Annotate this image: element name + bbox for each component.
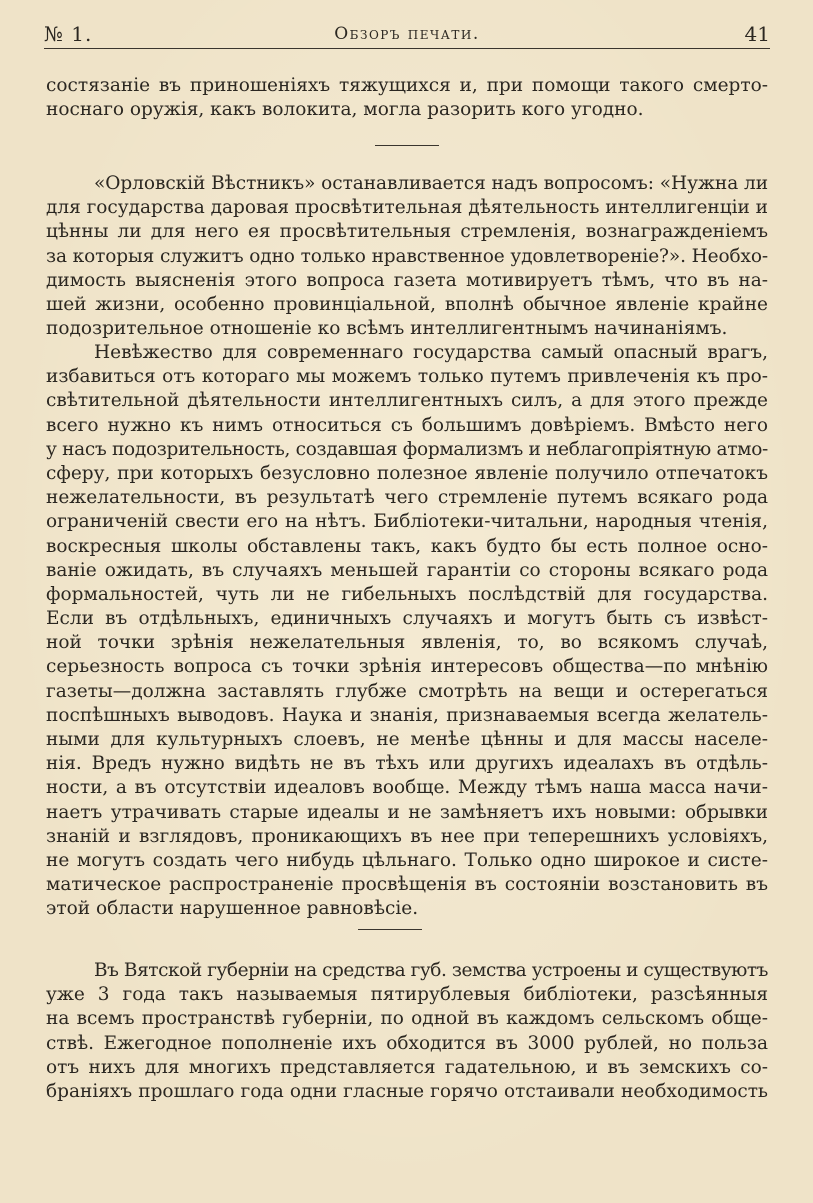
text-line: матическое распространеніе просвѣщенія въ состояніи возстановить въ: [46, 874, 768, 896]
running-head: [44, 18, 770, 48]
text-line: Въ Вятской губерніи на средства губ. земства устроены и существуютъ: [94, 960, 768, 981]
text-line: «Орловскій Вѣстникъ» останавливается надъ вопросомъ: «Нужна ли: [94, 173, 768, 194]
text-line: для государства даровая просвѣтительная дѣятельность интеллигенціи и: [46, 197, 768, 219]
text-line: ствѣ. Ежегодное пополненіе ихъ обходится въ 3000 рублей, но польза: [46, 1032, 768, 1054]
text-line: состязаніе въ приношеніяхъ тяжущихся и, при помощи такого смерто-: [46, 75, 768, 96]
text-line: избавиться отъ котораго мы можемъ только путемъ привлеченія къ про-: [46, 366, 768, 388]
text-line: серьезность вопроса съ точки зрѣнія интересовъ общества—по мнѣнію: [46, 656, 768, 678]
paragraph-vyatka: [46, 959, 768, 1104]
section-separator: [375, 145, 439, 146]
text-line: подозрительное отношеніе ко всѣмъ интеллигентнымъ начинаніямъ.: [46, 318, 728, 340]
text-line: браніяхъ прошлаго года одни гласные горячо отстаивали необходимость: [46, 1080, 768, 1102]
text-line: ной точки зрѣнія нежелательныя явленія, то, во всякомъ случаѣ,: [46, 632, 768, 654]
text-line: наетъ утрачивать старые идеалы и не замѣняетъ ихъ новыми: обрывки: [46, 801, 768, 823]
paragraph-orlovsky-vestnik: [46, 172, 768, 341]
section-separator: [358, 929, 422, 930]
text-line: уже 3 года такъ называемыя пятирублевыя библіотеки, разсѣянныя: [46, 984, 768, 1006]
text-line: носнаго оружія, какъ волокита, могла разорить кого угодно.: [46, 99, 644, 121]
text-line: ваніе ожидать, въ случаяхъ меньшей гарантіи со стороны всякаго рода: [46, 559, 768, 581]
text-line: отъ нихъ для многихъ представляется гадательною, и въ земскихъ со-: [46, 1056, 768, 1078]
text-line: свѣтительной дѣятельности интеллигентныхъ силъ, а для этого прежде: [46, 390, 768, 412]
text-line: формальностей, чуть ли не гибельныхъ послѣдствій для государства.: [46, 583, 768, 605]
text-line: димость выясненія этого вопроса газета мотивируетъ тѣмъ, что въ на-: [46, 269, 768, 291]
text-line: этой области нарушенное равновѣсіе.: [46, 898, 419, 920]
text-line: не могутъ создать чего нибудь цѣльнаго. Только одно широкое и систе-: [46, 849, 768, 871]
paragraph-continued: [46, 74, 768, 122]
text-line: ными для культурныхъ слоевъ, не менѣе цѣнны и для массы населе-: [46, 729, 768, 750]
paragraph-ignorance: [46, 341, 768, 922]
text-line: газеты—должна заставлять глубже смотрѣть на вещи и остерегаться: [46, 680, 768, 702]
text-line: шей жизни, особенно провинціальной, вполнѣ обычное явленіе крайне: [46, 293, 768, 315]
text-line: воскресныя школы обставлены такъ, какъ будто бы есть полное осно-: [46, 535, 768, 557]
text-line: цѣнны ли для него ея просвѣтительныя стремленія, вознагражденіемъ: [46, 221, 768, 243]
text-line: Если въ отдѣльныхъ, единичныхъ случаяхъ и могутъ быть съ извѣст-: [46, 608, 768, 630]
text-line: поспѣшныхъ выводовъ. Наука и знанія, признаваемыя всегда желатель-: [46, 704, 768, 726]
issue-number: № 1.: [44, 22, 93, 46]
text-line: знаній и взглядовъ, проникающихъ въ нее при теперешнихъ условіяхъ,: [46, 825, 768, 847]
text-line: всего нужно къ нимъ относиться съ большимъ довѣріемъ. Вмѣсто него: [46, 414, 768, 436]
text-line: сферу, при которыхъ безусловно полезное явленіе получило отпечатокъ: [46, 462, 768, 484]
page-number: 41: [744, 22, 770, 46]
section-title: Обзоръ печати.: [334, 24, 480, 44]
text-line: за которыя служитъ одно только нравственное удовлетвореніе?». Необхо-: [46, 245, 769, 267]
text-line: ограниченій свести его на нѣтъ. Библіотеки-читальни, народныя чтенія,: [46, 511, 768, 533]
text-line: у насъ подозрительность, создавшая формализмъ и неблагопріятную атмо-: [46, 438, 768, 460]
text-line: на всемъ пространствѣ губерніи, по одной въ каждомъ сельскомъ обще-: [46, 1008, 768, 1030]
text-line: нежелательности, въ результатѣ чего стремленіе путемъ всякаго рода: [46, 487, 768, 509]
text-line: ности, а въ отсутствіи идеаловъ вообще. Между тѣмъ наша масса начи-: [46, 777, 768, 799]
text-line: Невѣжество для современнаго государства самый опасный врагъ,: [94, 342, 768, 363]
text-line: нія. Вредъ нужно видѣть не въ тѣхъ или другихъ идеалахъ въ отдѣль-: [46, 753, 768, 775]
header-rule: [44, 48, 770, 49]
